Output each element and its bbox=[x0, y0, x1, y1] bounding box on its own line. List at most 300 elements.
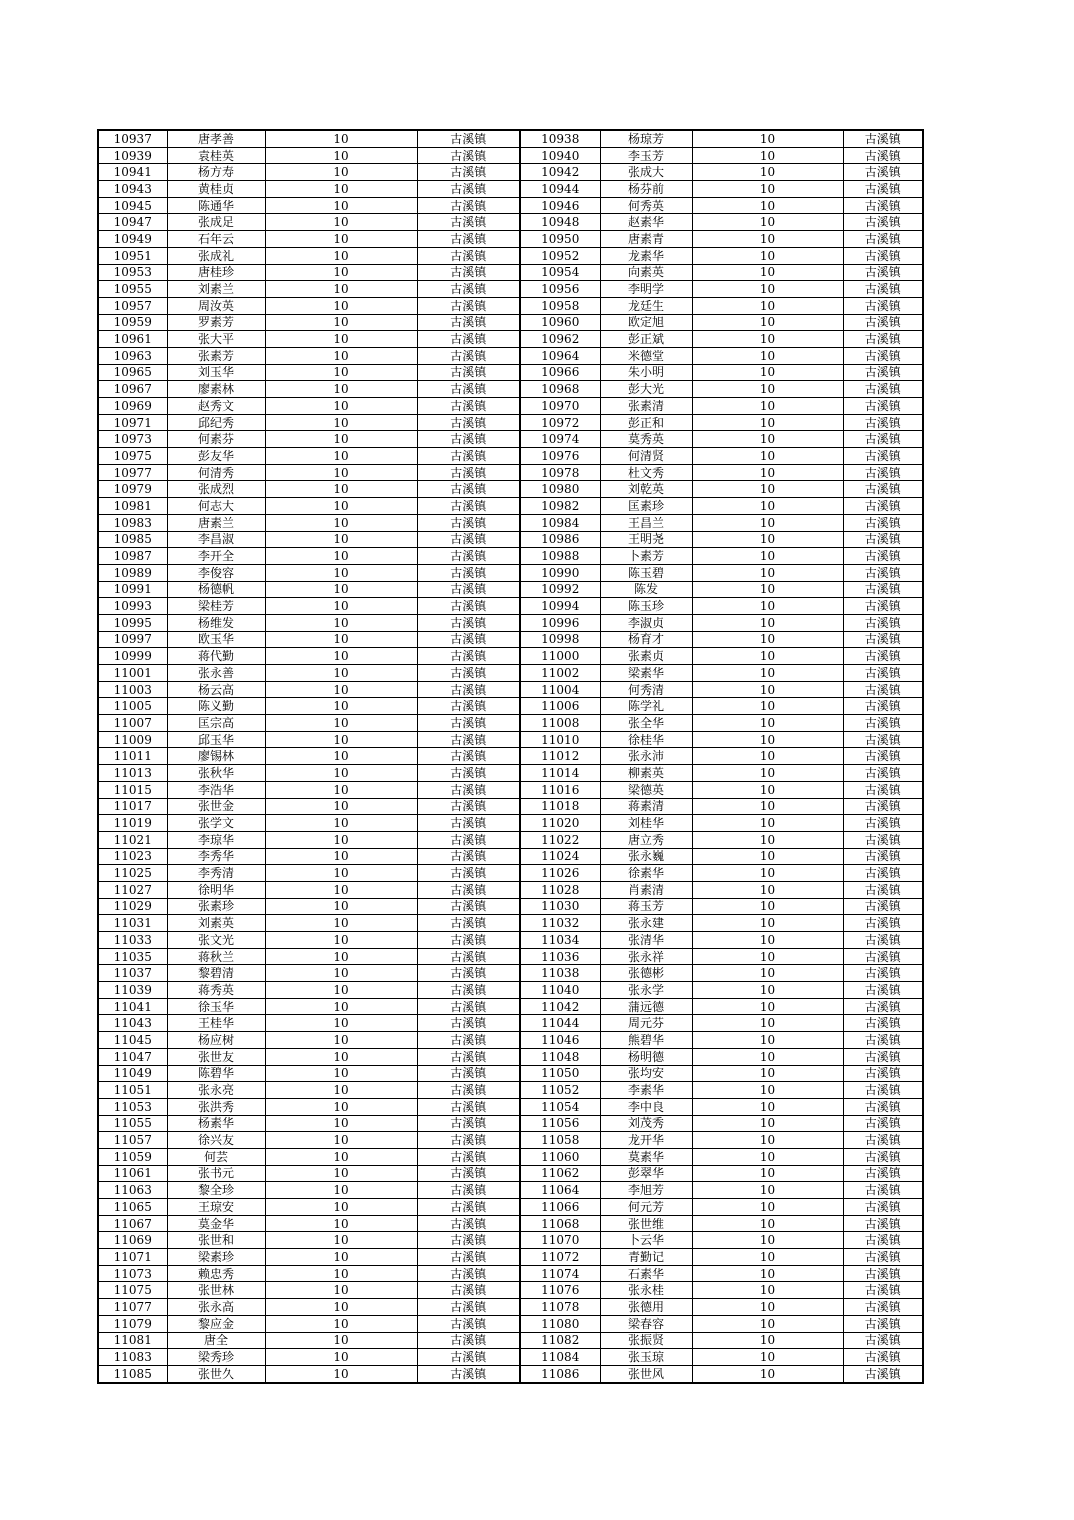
table-row bbox=[98, 815, 923, 832]
person-name-cell: 陈通华 bbox=[167, 197, 265, 214]
amount-cell: 10 bbox=[692, 815, 843, 832]
record-id-cell: 11055 bbox=[98, 1115, 167, 1132]
amount-cell: 10 bbox=[692, 364, 843, 381]
table-row bbox=[98, 214, 923, 231]
table-row bbox=[98, 514, 923, 531]
person-name-cell: 李中良 bbox=[600, 1098, 692, 1115]
township-cell: 古溪镇 bbox=[843, 1048, 923, 1065]
amount-cell: 10 bbox=[692, 998, 843, 1015]
table-row bbox=[98, 715, 923, 732]
amount-cell: 10 bbox=[692, 598, 843, 615]
township-cell: 古溪镇 bbox=[843, 448, 923, 465]
person-name-cell: 陈义勤 bbox=[167, 698, 265, 715]
person-name-cell: 何清秀 bbox=[167, 464, 265, 481]
person-name-cell: 李淑贞 bbox=[600, 614, 692, 631]
record-id-cell: 10938 bbox=[520, 130, 600, 147]
township-cell: 古溪镇 bbox=[843, 514, 923, 531]
township-cell: 古溪镇 bbox=[843, 347, 923, 364]
record-id-cell: 11004 bbox=[520, 681, 600, 698]
amount-cell: 10 bbox=[265, 831, 417, 848]
record-id-cell: 10989 bbox=[98, 564, 167, 581]
person-name-cell: 莫素华 bbox=[600, 1148, 692, 1165]
township-cell: 古溪镇 bbox=[843, 781, 923, 798]
amount-cell: 10 bbox=[692, 297, 843, 314]
record-id-cell: 11060 bbox=[520, 1148, 600, 1165]
record-id-cell: 11031 bbox=[98, 915, 167, 932]
person-name-cell: 罗素芳 bbox=[167, 314, 265, 331]
township-cell: 古溪镇 bbox=[417, 564, 520, 581]
amount-cell: 10 bbox=[692, 147, 843, 164]
amount-cell: 10 bbox=[692, 631, 843, 648]
person-name-cell: 米德堂 bbox=[600, 347, 692, 364]
township-cell: 古溪镇 bbox=[843, 331, 923, 348]
amount-cell: 10 bbox=[265, 481, 417, 498]
person-name-cell: 刘玉华 bbox=[167, 364, 265, 381]
township-cell: 古溪镇 bbox=[843, 1032, 923, 1049]
table-row bbox=[98, 431, 923, 448]
table-row bbox=[98, 665, 923, 682]
person-name-cell: 杨德帆 bbox=[167, 581, 265, 598]
amount-cell: 10 bbox=[692, 965, 843, 982]
amount-cell: 10 bbox=[265, 264, 417, 281]
record-id-cell: 11034 bbox=[520, 932, 600, 949]
amount-cell: 10 bbox=[692, 1232, 843, 1249]
township-cell: 古溪镇 bbox=[417, 498, 520, 515]
person-name-cell: 匡素珍 bbox=[600, 498, 692, 515]
amount-cell: 10 bbox=[265, 431, 417, 448]
township-cell: 古溪镇 bbox=[417, 381, 520, 398]
record-id-cell: 11062 bbox=[520, 1165, 600, 1182]
record-id-cell: 11041 bbox=[98, 998, 167, 1015]
table-row bbox=[98, 1199, 923, 1216]
amount-cell: 10 bbox=[265, 614, 417, 631]
person-name-cell: 张世风 bbox=[600, 1365, 692, 1382]
record-id-cell: 11027 bbox=[98, 881, 167, 898]
person-name-cell: 赵素华 bbox=[600, 214, 692, 231]
township-cell: 古溪镇 bbox=[843, 715, 923, 732]
township-cell: 古溪镇 bbox=[417, 1282, 520, 1299]
record-id-cell: 11014 bbox=[520, 765, 600, 782]
table-row bbox=[98, 748, 923, 765]
amount-cell: 10 bbox=[692, 1032, 843, 1049]
record-id-cell: 11006 bbox=[520, 698, 600, 715]
amount-cell: 10 bbox=[265, 281, 417, 298]
township-cell: 古溪镇 bbox=[417, 548, 520, 565]
record-id-cell: 10983 bbox=[98, 514, 167, 531]
table-row bbox=[98, 1015, 923, 1032]
record-id-cell: 11077 bbox=[98, 1299, 167, 1316]
person-name-cell: 张文光 bbox=[167, 932, 265, 949]
record-id-cell: 11018 bbox=[520, 798, 600, 815]
township-cell: 古溪镇 bbox=[843, 1115, 923, 1132]
person-name-cell: 徐玉华 bbox=[167, 998, 265, 1015]
record-id-cell: 11076 bbox=[520, 1282, 600, 1299]
table-row bbox=[98, 731, 923, 748]
record-id-cell: 11028 bbox=[520, 881, 600, 898]
record-id-cell: 11010 bbox=[520, 731, 600, 748]
amount-cell: 10 bbox=[265, 1015, 417, 1032]
person-name-cell: 刘素英 bbox=[167, 915, 265, 932]
township-cell: 古溪镇 bbox=[417, 614, 520, 631]
person-name-cell: 周元芬 bbox=[600, 1015, 692, 1032]
table-row bbox=[98, 848, 923, 865]
record-id-cell: 11033 bbox=[98, 932, 167, 949]
person-name-cell: 王明尧 bbox=[600, 531, 692, 548]
record-id-cell: 11019 bbox=[98, 815, 167, 832]
table-row bbox=[98, 581, 923, 598]
table-row bbox=[98, 982, 923, 999]
table-row bbox=[98, 1349, 923, 1366]
township-cell: 古溪镇 bbox=[417, 848, 520, 865]
person-name-cell: 彭正和 bbox=[600, 414, 692, 431]
amount-cell: 10 bbox=[265, 865, 417, 882]
amount-cell: 10 bbox=[692, 1165, 843, 1182]
record-id-cell: 11020 bbox=[520, 815, 600, 832]
table-row bbox=[98, 364, 923, 381]
person-name-cell: 陈玉碧 bbox=[600, 564, 692, 581]
table-row bbox=[98, 614, 923, 631]
person-name-cell: 黎全珍 bbox=[167, 1182, 265, 1199]
township-cell: 古溪镇 bbox=[417, 214, 520, 231]
amount-cell: 10 bbox=[692, 831, 843, 848]
amount-cell: 10 bbox=[692, 1299, 843, 1316]
amount-cell: 10 bbox=[692, 1249, 843, 1266]
person-name-cell: 陈玉珍 bbox=[600, 598, 692, 615]
township-cell: 古溪镇 bbox=[417, 331, 520, 348]
person-name-cell: 张书元 bbox=[167, 1165, 265, 1182]
person-name-cell: 朱小明 bbox=[600, 364, 692, 381]
person-name-cell: 张永沛 bbox=[600, 748, 692, 765]
amount-cell: 10 bbox=[265, 297, 417, 314]
amount-cell: 10 bbox=[692, 398, 843, 415]
amount-cell: 10 bbox=[265, 1349, 417, 1366]
amount-cell: 10 bbox=[265, 1365, 417, 1382]
township-cell: 古溪镇 bbox=[417, 1249, 520, 1266]
record-id-cell: 10955 bbox=[98, 281, 167, 298]
table-row bbox=[98, 598, 923, 615]
record-id-cell: 10978 bbox=[520, 464, 600, 481]
record-id-cell: 11056 bbox=[520, 1115, 600, 1132]
township-cell: 古溪镇 bbox=[417, 648, 520, 665]
amount-cell: 10 bbox=[692, 1182, 843, 1199]
person-name-cell: 杜文秀 bbox=[600, 464, 692, 481]
person-name-cell: 李玉芳 bbox=[600, 147, 692, 164]
record-id-cell: 11016 bbox=[520, 781, 600, 798]
record-id-cell: 11040 bbox=[520, 982, 600, 999]
person-name-cell: 杨云高 bbox=[167, 681, 265, 698]
record-id-cell: 11081 bbox=[98, 1332, 167, 1349]
township-cell: 古溪镇 bbox=[843, 681, 923, 698]
person-name-cell: 欧玉华 bbox=[167, 631, 265, 648]
amount-cell: 10 bbox=[692, 381, 843, 398]
township-cell: 古溪镇 bbox=[843, 1132, 923, 1149]
person-name-cell: 柳素英 bbox=[600, 765, 692, 782]
person-name-cell: 何元芳 bbox=[600, 1199, 692, 1216]
amount-cell: 10 bbox=[265, 898, 417, 915]
amount-cell: 10 bbox=[692, 1265, 843, 1282]
table-row bbox=[98, 448, 923, 465]
amount-cell: 10 bbox=[692, 1365, 843, 1382]
person-name-cell: 李昌淑 bbox=[167, 531, 265, 548]
person-name-cell: 李浩华 bbox=[167, 781, 265, 798]
record-id-cell: 11012 bbox=[520, 748, 600, 765]
person-name-cell: 何志大 bbox=[167, 498, 265, 515]
record-id-cell: 10939 bbox=[98, 147, 167, 164]
amount-cell: 10 bbox=[692, 264, 843, 281]
township-cell: 古溪镇 bbox=[417, 448, 520, 465]
person-name-cell: 李旭芳 bbox=[600, 1182, 692, 1199]
record-id-cell: 11045 bbox=[98, 1032, 167, 1049]
person-name-cell: 何素芬 bbox=[167, 431, 265, 448]
amount-cell: 10 bbox=[265, 1098, 417, 1115]
amount-cell: 10 bbox=[265, 1182, 417, 1199]
record-id-cell: 10977 bbox=[98, 464, 167, 481]
amount-cell: 10 bbox=[692, 798, 843, 815]
township-cell: 古溪镇 bbox=[417, 398, 520, 415]
person-name-cell: 杨素华 bbox=[167, 1115, 265, 1132]
person-name-cell: 卜云华 bbox=[600, 1232, 692, 1249]
person-name-cell: 张永巍 bbox=[600, 848, 692, 865]
table-row bbox=[98, 548, 923, 565]
person-name-cell: 邱纪秀 bbox=[167, 414, 265, 431]
township-cell: 古溪镇 bbox=[417, 765, 520, 782]
amount-cell: 10 bbox=[265, 1132, 417, 1149]
person-name-cell: 蒋秀英 bbox=[167, 982, 265, 999]
record-id-cell: 11043 bbox=[98, 1015, 167, 1032]
amount-cell: 10 bbox=[692, 1065, 843, 1082]
record-id-cell: 10951 bbox=[98, 247, 167, 264]
township-cell: 古溪镇 bbox=[417, 1215, 520, 1232]
township-cell: 古溪镇 bbox=[417, 481, 520, 498]
person-name-cell: 王昌兰 bbox=[600, 514, 692, 531]
amount-cell: 10 bbox=[265, 581, 417, 598]
table-row bbox=[98, 898, 923, 915]
record-id-cell: 10950 bbox=[520, 231, 600, 248]
record-id-cell: 10956 bbox=[520, 281, 600, 298]
township-cell: 古溪镇 bbox=[843, 214, 923, 231]
township-cell: 古溪镇 bbox=[843, 564, 923, 581]
township-cell: 古溪镇 bbox=[843, 1315, 923, 1332]
amount-cell: 10 bbox=[692, 614, 843, 631]
person-name-cell: 唐素兰 bbox=[167, 514, 265, 531]
person-name-cell: 邱玉华 bbox=[167, 731, 265, 748]
amount-cell: 10 bbox=[265, 164, 417, 181]
amount-cell: 10 bbox=[692, 1115, 843, 1132]
table-row bbox=[98, 531, 923, 548]
amount-cell: 10 bbox=[692, 848, 843, 865]
person-name-cell: 杨芬前 bbox=[600, 181, 692, 198]
table-row bbox=[98, 948, 923, 965]
township-cell: 古溪镇 bbox=[417, 998, 520, 1015]
record-id-cell: 10982 bbox=[520, 498, 600, 515]
township-cell: 古溪镇 bbox=[417, 1048, 520, 1065]
person-name-cell: 龙开华 bbox=[600, 1132, 692, 1149]
person-name-cell: 刘乾英 bbox=[600, 481, 692, 498]
township-cell: 古溪镇 bbox=[843, 281, 923, 298]
township-cell: 古溪镇 bbox=[843, 1299, 923, 1316]
record-id-cell: 11030 bbox=[520, 898, 600, 915]
table-row bbox=[98, 481, 923, 498]
amount-cell: 10 bbox=[692, 564, 843, 581]
person-name-cell: 刘素兰 bbox=[167, 281, 265, 298]
township-cell: 古溪镇 bbox=[843, 698, 923, 715]
amount-cell: 10 bbox=[692, 197, 843, 214]
record-id-cell: 10957 bbox=[98, 297, 167, 314]
table-row bbox=[98, 164, 923, 181]
township-cell: 古溪镇 bbox=[417, 130, 520, 147]
record-id-cell: 10992 bbox=[520, 581, 600, 598]
record-id-cell: 11051 bbox=[98, 1082, 167, 1099]
township-cell: 古溪镇 bbox=[843, 147, 923, 164]
township-cell: 古溪镇 bbox=[843, 648, 923, 665]
amount-cell: 10 bbox=[692, 247, 843, 264]
amount-cell: 10 bbox=[265, 715, 417, 732]
record-id-cell: 10942 bbox=[520, 164, 600, 181]
township-cell: 古溪镇 bbox=[843, 314, 923, 331]
township-cell: 古溪镇 bbox=[417, 1165, 520, 1182]
person-name-cell: 杨琼芳 bbox=[600, 130, 692, 147]
table-row bbox=[98, 1182, 923, 1199]
record-id-cell: 10996 bbox=[520, 614, 600, 631]
person-name-cell: 匡宗高 bbox=[167, 715, 265, 732]
township-cell: 古溪镇 bbox=[843, 381, 923, 398]
table-row bbox=[98, 998, 923, 1015]
amount-cell: 10 bbox=[265, 464, 417, 481]
amount-cell: 10 bbox=[692, 347, 843, 364]
record-id-cell: 11069 bbox=[98, 1232, 167, 1249]
township-cell: 古溪镇 bbox=[843, 398, 923, 415]
table-row bbox=[98, 1282, 923, 1299]
person-name-cell: 张永高 bbox=[167, 1299, 265, 1316]
table-row bbox=[98, 915, 923, 932]
township-cell: 古溪镇 bbox=[843, 598, 923, 615]
township-cell: 古溪镇 bbox=[417, 932, 520, 949]
amount-cell: 10 bbox=[692, 898, 843, 915]
township-cell: 古溪镇 bbox=[417, 264, 520, 281]
amount-cell: 10 bbox=[265, 982, 417, 999]
record-id-cell: 11017 bbox=[98, 798, 167, 815]
table-row bbox=[98, 130, 923, 147]
amount-cell: 10 bbox=[692, 464, 843, 481]
township-cell: 古溪镇 bbox=[843, 965, 923, 982]
record-id-cell: 10998 bbox=[520, 631, 600, 648]
township-cell: 古溪镇 bbox=[843, 748, 923, 765]
person-name-cell: 梁德英 bbox=[600, 781, 692, 798]
table-row bbox=[98, 247, 923, 264]
township-cell: 古溪镇 bbox=[417, 1232, 520, 1249]
record-id-cell: 10976 bbox=[520, 448, 600, 465]
person-name-cell: 李素华 bbox=[600, 1082, 692, 1099]
township-cell: 古溪镇 bbox=[843, 1282, 923, 1299]
person-name-cell: 张清华 bbox=[600, 932, 692, 949]
township-cell: 古溪镇 bbox=[843, 1098, 923, 1115]
record-id-cell: 10968 bbox=[520, 381, 600, 398]
table-row bbox=[98, 1365, 923, 1382]
amount-cell: 10 bbox=[265, 781, 417, 798]
table-row bbox=[98, 381, 923, 398]
record-id-cell: 11063 bbox=[98, 1182, 167, 1199]
record-id-cell: 11082 bbox=[520, 1332, 600, 1349]
record-id-cell: 11054 bbox=[520, 1098, 600, 1115]
record-id-cell: 10997 bbox=[98, 631, 167, 648]
township-cell: 古溪镇 bbox=[843, 881, 923, 898]
person-name-cell: 莫金华 bbox=[167, 1215, 265, 1232]
record-id-cell: 11002 bbox=[520, 665, 600, 682]
record-id-cell: 11058 bbox=[520, 1132, 600, 1149]
person-name-cell: 杨明德 bbox=[600, 1048, 692, 1065]
person-name-cell: 王琼安 bbox=[167, 1199, 265, 1216]
table-row bbox=[98, 1132, 923, 1149]
record-id-cell: 10941 bbox=[98, 164, 167, 181]
table-row bbox=[98, 398, 923, 415]
township-cell: 古溪镇 bbox=[843, 848, 923, 865]
amount-cell: 10 bbox=[692, 1015, 843, 1032]
record-id-cell: 11064 bbox=[520, 1182, 600, 1199]
amount-cell: 10 bbox=[265, 364, 417, 381]
township-cell: 古溪镇 bbox=[417, 431, 520, 448]
amount-cell: 10 bbox=[265, 1065, 417, 1082]
township-cell: 古溪镇 bbox=[417, 815, 520, 832]
amount-cell: 10 bbox=[265, 247, 417, 264]
township-cell: 古溪镇 bbox=[843, 815, 923, 832]
record-id-cell: 11026 bbox=[520, 865, 600, 882]
township-cell: 古溪镇 bbox=[843, 1365, 923, 1382]
record-id-cell: 11071 bbox=[98, 1249, 167, 1266]
amount-cell: 10 bbox=[265, 181, 417, 198]
table-row bbox=[98, 1032, 923, 1049]
record-id-cell: 10970 bbox=[520, 398, 600, 415]
record-id-cell: 10979 bbox=[98, 481, 167, 498]
person-name-cell: 袁桂英 bbox=[167, 147, 265, 164]
township-cell: 古溪镇 bbox=[843, 798, 923, 815]
township-cell: 古溪镇 bbox=[417, 164, 520, 181]
township-cell: 古溪镇 bbox=[417, 982, 520, 999]
amount-cell: 10 bbox=[692, 1098, 843, 1115]
amount-cell: 10 bbox=[265, 347, 417, 364]
record-id-cell: 10943 bbox=[98, 181, 167, 198]
amount-cell: 10 bbox=[265, 1315, 417, 1332]
table-row bbox=[98, 281, 923, 298]
roster-table bbox=[97, 129, 924, 1384]
table-row bbox=[98, 197, 923, 214]
amount-cell: 10 bbox=[265, 1265, 417, 1282]
person-name-cell: 梁素珍 bbox=[167, 1249, 265, 1266]
person-name-cell: 张永亮 bbox=[167, 1082, 265, 1099]
person-name-cell: 刘桂华 bbox=[600, 815, 692, 832]
township-cell: 古溪镇 bbox=[417, 681, 520, 698]
township-cell: 古溪镇 bbox=[417, 1315, 520, 1332]
amount-cell: 10 bbox=[265, 798, 417, 815]
table-row bbox=[98, 1249, 923, 1266]
amount-cell: 10 bbox=[265, 331, 417, 348]
record-id-cell: 11078 bbox=[520, 1299, 600, 1316]
amount-cell: 10 bbox=[692, 1048, 843, 1065]
township-cell: 古溪镇 bbox=[417, 748, 520, 765]
table-row bbox=[98, 1232, 923, 1249]
amount-cell: 10 bbox=[265, 681, 417, 698]
amount-cell: 10 bbox=[265, 1082, 417, 1099]
amount-cell: 10 bbox=[265, 848, 417, 865]
township-cell: 古溪镇 bbox=[843, 898, 923, 915]
amount-cell: 10 bbox=[265, 1148, 417, 1165]
township-cell: 古溪镇 bbox=[843, 765, 923, 782]
person-name-cell: 徐素华 bbox=[600, 865, 692, 882]
person-name-cell: 卜素芳 bbox=[600, 548, 692, 565]
table-row bbox=[98, 414, 923, 431]
person-name-cell: 肖素清 bbox=[600, 881, 692, 898]
amount-cell: 10 bbox=[692, 731, 843, 748]
person-name-cell: 梁春容 bbox=[600, 1315, 692, 1332]
